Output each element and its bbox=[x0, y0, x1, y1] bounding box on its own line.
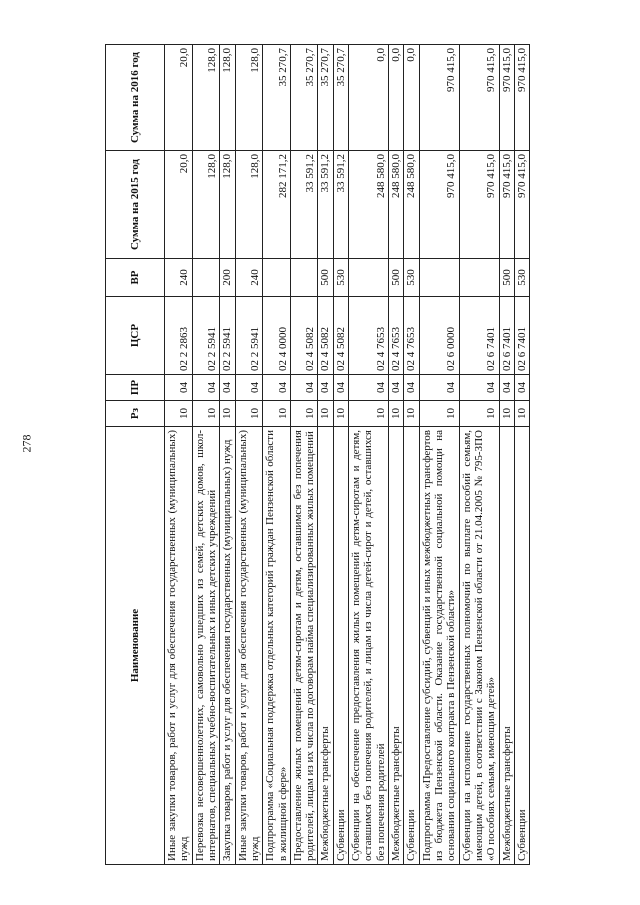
row-vr: 530 bbox=[404, 259, 419, 297]
table-row bbox=[263, 45, 291, 865]
row-sum-2016: 0,0 bbox=[404, 45, 419, 151]
table-row bbox=[333, 45, 348, 865]
row-vr: 500 bbox=[318, 259, 333, 297]
row-name: Перевозка несовершеннолетних, самовольно ушедших из семей, детских домов, школ-интернатов, специальных учебно-воспитательных и иных детских учреждений bbox=[192, 427, 220, 865]
row-sum-2016: 970 415,0 bbox=[419, 45, 459, 151]
row-csr: 02 2 5941 bbox=[220, 297, 235, 375]
row-vr: 200 bbox=[220, 259, 235, 297]
row-sum-2016: 970 415,0 bbox=[514, 45, 529, 151]
row-rz: 10 bbox=[290, 401, 318, 427]
row-sum-2015: 970 415,0 bbox=[419, 151, 459, 259]
row-sum-2015: 20,0 bbox=[165, 151, 193, 259]
page-number: 278 bbox=[19, 434, 34, 453]
table-row bbox=[404, 45, 419, 865]
row-name: Межбюджетные трансферты bbox=[389, 427, 404, 865]
rotated-page-content bbox=[105, 45, 617, 865]
table-header-row bbox=[106, 45, 165, 865]
row-rz: 10 bbox=[459, 401, 499, 427]
row-rz: 10 bbox=[263, 401, 291, 427]
row-name: Субвенции на обеспечение предоставления жилых помещений детям-сиротам и детям, оставшимся без попечения родителей, и лицам из числа детей-сирот и детей, оставшихся без попечения родителей bbox=[349, 427, 389, 865]
row-pr: 04 bbox=[349, 375, 389, 401]
row-rz: 10 bbox=[419, 401, 459, 427]
table-row bbox=[318, 45, 333, 865]
table-row bbox=[499, 45, 514, 865]
row-vr bbox=[263, 259, 291, 297]
header-sum-2016: Сумма на 2016 год bbox=[106, 45, 165, 151]
row-vr: 240 bbox=[165, 259, 193, 297]
row-sum-2015: 128,0 bbox=[220, 151, 235, 259]
row-csr: 02 6 7401 bbox=[459, 297, 499, 375]
row-sum-2016: 35 270,7 bbox=[333, 45, 348, 151]
row-name: Субвенции на исполнение государственных полномочий по выплате пособий семьям, имеющим детей, в соответствии с Законом Пензенской области от 21.04.2005 № 795-ЗПО «О пособиях семьям, имеющим детей» bbox=[459, 427, 499, 865]
table-row bbox=[220, 45, 235, 865]
row-rz: 10 bbox=[235, 401, 263, 427]
row-pr: 04 bbox=[419, 375, 459, 401]
row-sum-2016: 35 270,7 bbox=[263, 45, 291, 151]
header-rz: Рз bbox=[106, 401, 165, 427]
row-name: Субвенции bbox=[514, 427, 529, 865]
row-rz: 10 bbox=[333, 401, 348, 427]
table-row bbox=[459, 45, 499, 865]
row-sum-2015: 128,0 bbox=[235, 151, 263, 259]
row-vr: 500 bbox=[389, 259, 404, 297]
row-pr: 04 bbox=[499, 375, 514, 401]
row-csr: 02 6 0000 bbox=[419, 297, 459, 375]
row-sum-2016: 0,0 bbox=[389, 45, 404, 151]
header-vr: ВР bbox=[106, 259, 165, 297]
row-sum-2016: 128,0 bbox=[220, 45, 235, 151]
header-name: Наименование bbox=[106, 427, 165, 865]
row-sum-2015: 970 415,0 bbox=[514, 151, 529, 259]
row-rz: 10 bbox=[220, 401, 235, 427]
row-sum-2015: 248 580,0 bbox=[389, 151, 404, 259]
row-name: Межбюджетные трансферты bbox=[499, 427, 514, 865]
row-csr: 02 2 2863 bbox=[165, 297, 193, 375]
table-row bbox=[389, 45, 404, 865]
row-vr bbox=[192, 259, 220, 297]
row-sum-2015: 970 415,0 bbox=[499, 151, 514, 259]
row-name: Подпрограмма «Предоставление субсидий, субвенций и иных межбюджетных трансфертов из бюджета Пензенской области. Оказание государственной социальной помощи на основании социального контракта в Пензенской области» bbox=[419, 427, 459, 865]
row-sum-2015: 33 591,2 bbox=[318, 151, 333, 259]
row-sum-2016: 128,0 bbox=[235, 45, 263, 151]
row-name: Предоставление жилых помещений детям-сиротам и детям, оставшимся без попечения родителей, лицам из их числа по договорам найма специализированных жилых помещений bbox=[290, 427, 318, 865]
row-pr: 04 bbox=[333, 375, 348, 401]
row-pr: 04 bbox=[318, 375, 333, 401]
row-sum-2016: 970 415,0 bbox=[459, 45, 499, 151]
row-sum-2015: 282 171,2 bbox=[263, 151, 291, 259]
row-rz: 10 bbox=[499, 401, 514, 427]
row-name: Иные закупки товаров, работ и услуг для обеспечения государственных (муниципальных) нужд bbox=[165, 427, 193, 865]
row-vr bbox=[459, 259, 499, 297]
row-rz: 10 bbox=[349, 401, 389, 427]
row-vr: 240 bbox=[235, 259, 263, 297]
row-name: Иные закупки товаров, работ и услуг для обеспечения государственных (муниципальных) нужд bbox=[235, 427, 263, 865]
budget-table bbox=[105, 44, 530, 865]
table-row bbox=[419, 45, 459, 865]
row-csr: 02 2 5941 bbox=[235, 297, 263, 375]
row-rz: 10 bbox=[165, 401, 193, 427]
row-rz: 10 bbox=[389, 401, 404, 427]
row-vr bbox=[419, 259, 459, 297]
row-sum-2015: 248 580,0 bbox=[349, 151, 389, 259]
row-csr: 02 4 5082 bbox=[333, 297, 348, 375]
header-pr: ПР bbox=[106, 375, 165, 401]
row-rz: 10 bbox=[404, 401, 419, 427]
row-csr: 02 4 7653 bbox=[389, 297, 404, 375]
row-pr: 04 bbox=[290, 375, 318, 401]
row-sum-2016: 20,0 bbox=[165, 45, 193, 151]
row-csr: 02 6 7401 bbox=[499, 297, 514, 375]
row-rz: 10 bbox=[192, 401, 220, 427]
header-sum-2015: Сумма на 2015 год bbox=[106, 151, 165, 259]
row-pr: 04 bbox=[514, 375, 529, 401]
row-name: Субвенции bbox=[333, 427, 348, 865]
row-sum-2016: 970 415,0 bbox=[499, 45, 514, 151]
row-pr: 04 bbox=[165, 375, 193, 401]
row-csr: 02 4 5082 bbox=[318, 297, 333, 375]
row-sum-2016: 0,0 bbox=[349, 45, 389, 151]
row-sum-2016: 128,0 bbox=[192, 45, 220, 151]
table-row bbox=[514, 45, 529, 865]
row-csr: 02 2 5941 bbox=[192, 297, 220, 375]
row-vr: 500 bbox=[499, 259, 514, 297]
row-csr: 02 6 7401 bbox=[514, 297, 529, 375]
row-sum-2015: 248 580,0 bbox=[404, 151, 419, 259]
row-name: Субвенции bbox=[404, 427, 419, 865]
row-pr: 04 bbox=[235, 375, 263, 401]
row-rz: 10 bbox=[318, 401, 333, 427]
row-csr: 02 4 0000 bbox=[263, 297, 291, 375]
table-row bbox=[235, 45, 263, 865]
row-sum-2016: 35 270,7 bbox=[290, 45, 318, 151]
row-csr: 02 4 7653 bbox=[404, 297, 419, 375]
table-row bbox=[290, 45, 318, 865]
table-row bbox=[165, 45, 193, 865]
row-sum-2015: 128,0 bbox=[192, 151, 220, 259]
row-pr: 04 bbox=[220, 375, 235, 401]
row-pr: 04 bbox=[404, 375, 419, 401]
header-csr: ЦСР bbox=[106, 297, 165, 375]
row-csr: 02 4 5082 bbox=[290, 297, 318, 375]
row-csr: 02 4 7653 bbox=[349, 297, 389, 375]
table-row bbox=[192, 45, 220, 865]
row-pr: 04 bbox=[192, 375, 220, 401]
row-vr: 530 bbox=[333, 259, 348, 297]
row-sum-2015: 970 415,0 bbox=[459, 151, 499, 259]
row-name: Подпрограмма «Социальная поддержка отдельных категорий граждан Пензенской области в жилищной сфере» bbox=[263, 427, 291, 865]
row-vr bbox=[349, 259, 389, 297]
table-row bbox=[349, 45, 389, 865]
row-name: Межбюджетные трансферты bbox=[318, 427, 333, 865]
row-pr: 04 bbox=[459, 375, 499, 401]
row-sum-2016: 35 270,7 bbox=[318, 45, 333, 151]
row-sum-2015: 33 591,2 bbox=[290, 151, 318, 259]
row-pr: 04 bbox=[389, 375, 404, 401]
row-sum-2015: 33 591,2 bbox=[333, 151, 348, 259]
row-pr: 04 bbox=[263, 375, 291, 401]
row-vr bbox=[290, 259, 318, 297]
row-name: Закупка товаров, работ и услуг для обеспечения государственных (муниципальных) нужд bbox=[220, 427, 235, 865]
row-rz: 10 bbox=[514, 401, 529, 427]
row-vr: 530 bbox=[514, 259, 529, 297]
